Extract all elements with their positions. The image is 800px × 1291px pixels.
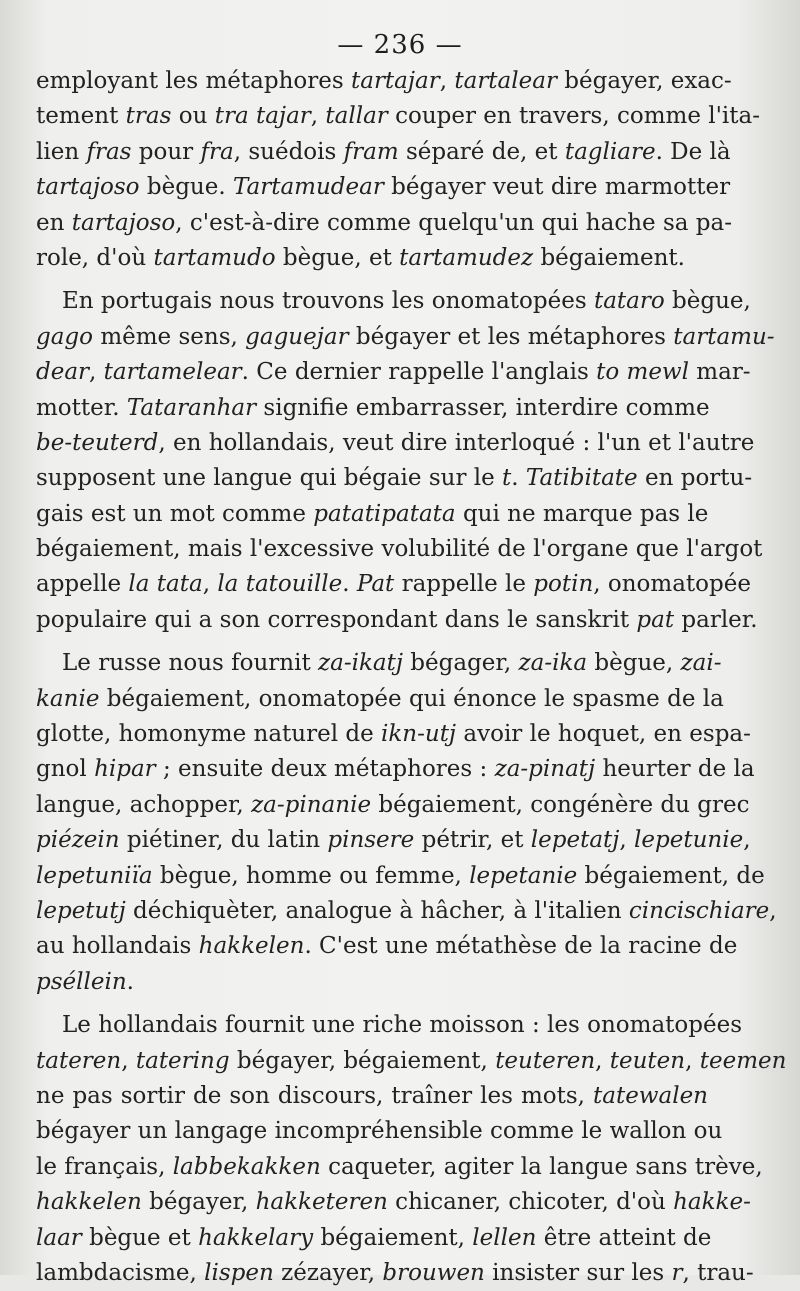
text-line: populaire qui a son correspondant dans le sanskrit pat parler. xyxy=(36,606,758,633)
text-line: appelle la tata, la tatouille. Pat rappelle le potin, onomatopée xyxy=(36,571,751,598)
text-line: Le russe nous fournit za-ikatj bégager, za-ika bègue, zai- xyxy=(62,650,722,677)
page-number: — 236 — xyxy=(337,30,463,60)
paragraph xyxy=(36,646,777,1000)
text-line: gais est un mot comme patatipatata qui ne marque pas le xyxy=(36,500,709,527)
text-line: be-teuterd, en hollandais, veut dire interloqué : l'un et l'autre xyxy=(36,429,755,456)
text-line: lepetuniïa bègue, homme ou femme, lepetanie bégaiement, de xyxy=(36,862,765,889)
text-line: ne pas sortir de son discours, traîner les mots, tatewalen xyxy=(36,1082,708,1109)
page-body xyxy=(36,64,787,1291)
text-line: tement tras ou tra tajar, tallar couper en travers, comme l'ita- xyxy=(36,103,761,130)
text-line: laar bègue et hakkelary bégaiement, lellen être atteint de xyxy=(36,1224,712,1251)
paragraph xyxy=(36,1008,787,1291)
text-line: lien fras pour fra, suédois fram séparé de, et tagliare. De là xyxy=(36,138,731,165)
text-line: kanie bégaiement, onomatopée qui énonce le spasme de la xyxy=(36,685,724,712)
text-line: tateren, tatering bégayer, bégaiement, teuteren, teuten, teemen xyxy=(36,1047,787,1074)
text-line: lambdacisme, lispen zézayer, brouwen insister sur les r, trau- xyxy=(36,1259,754,1286)
text-line: au hollandais hakkelen. C'est une métathèse de la racine de xyxy=(36,933,738,960)
text-line: En portugais nous trouvons les onomatopées tataro bègue, xyxy=(62,288,751,315)
text-line: pséllein. xyxy=(36,968,134,995)
text-line: le français, labbekakken caqueter, agiter la langue sans trève, xyxy=(36,1153,763,1180)
text-line: gago même sens, gaguejar bégayer et les métaphores tartamu- xyxy=(36,323,775,350)
text-line: hakkelen bégayer, hakketeren chicaner, chicoter, d'où hakke- xyxy=(36,1189,751,1216)
text-line: bégayer un langage incompréhensible comme le wallon ou xyxy=(36,1118,723,1145)
paragraph xyxy=(36,284,775,638)
text-line: en tartajoso, c'est-à-dire comme quelqu'un qui hache sa pa- xyxy=(36,209,732,236)
text-line: bégaiement, mais l'excessive volubilité de l'organe que l'argot xyxy=(36,536,763,563)
text-line: motter. Tataranhar signifie embarrasser, interdire comme xyxy=(36,394,710,421)
text-line: dear, tartamelear. Ce dernier rappelle l'anglais to mewl mar- xyxy=(36,359,751,386)
text-line: glotte, homonyme naturel de ikn-utj avoir le hoquet, en espa- xyxy=(36,721,751,748)
text-line: piézein piétiner, du latin pinsere pétrir, et lepetatj, lepetunie, xyxy=(36,827,751,854)
text-line: tartajoso bègue. Tartamudear bégayer veut dire marmotter xyxy=(36,174,731,201)
text-line: langue, achopper, za-pinanie bégaiement, congénère du grec xyxy=(36,791,750,818)
text-line: lepetutj déchiquèter, analogue à hâcher, à l'italien cincischiare, xyxy=(36,897,777,924)
text-line: supposent une langue qui bégaie sur le t. Tatibitate en portu- xyxy=(36,465,753,492)
text-line: role, d'où tartamudo bègue, et tartamudez bégaiement. xyxy=(36,244,685,271)
text-line: Le hollandais fournit une riche moisson : les onomatopées xyxy=(62,1012,743,1039)
text-line: employant les métaphores tartajar, tartalear bégayer, exac- xyxy=(36,68,732,94)
text-line: gnol hipar ; ensuite deux métaphores : za-pinatj heurter de la xyxy=(36,756,755,783)
paragraph xyxy=(36,64,761,276)
